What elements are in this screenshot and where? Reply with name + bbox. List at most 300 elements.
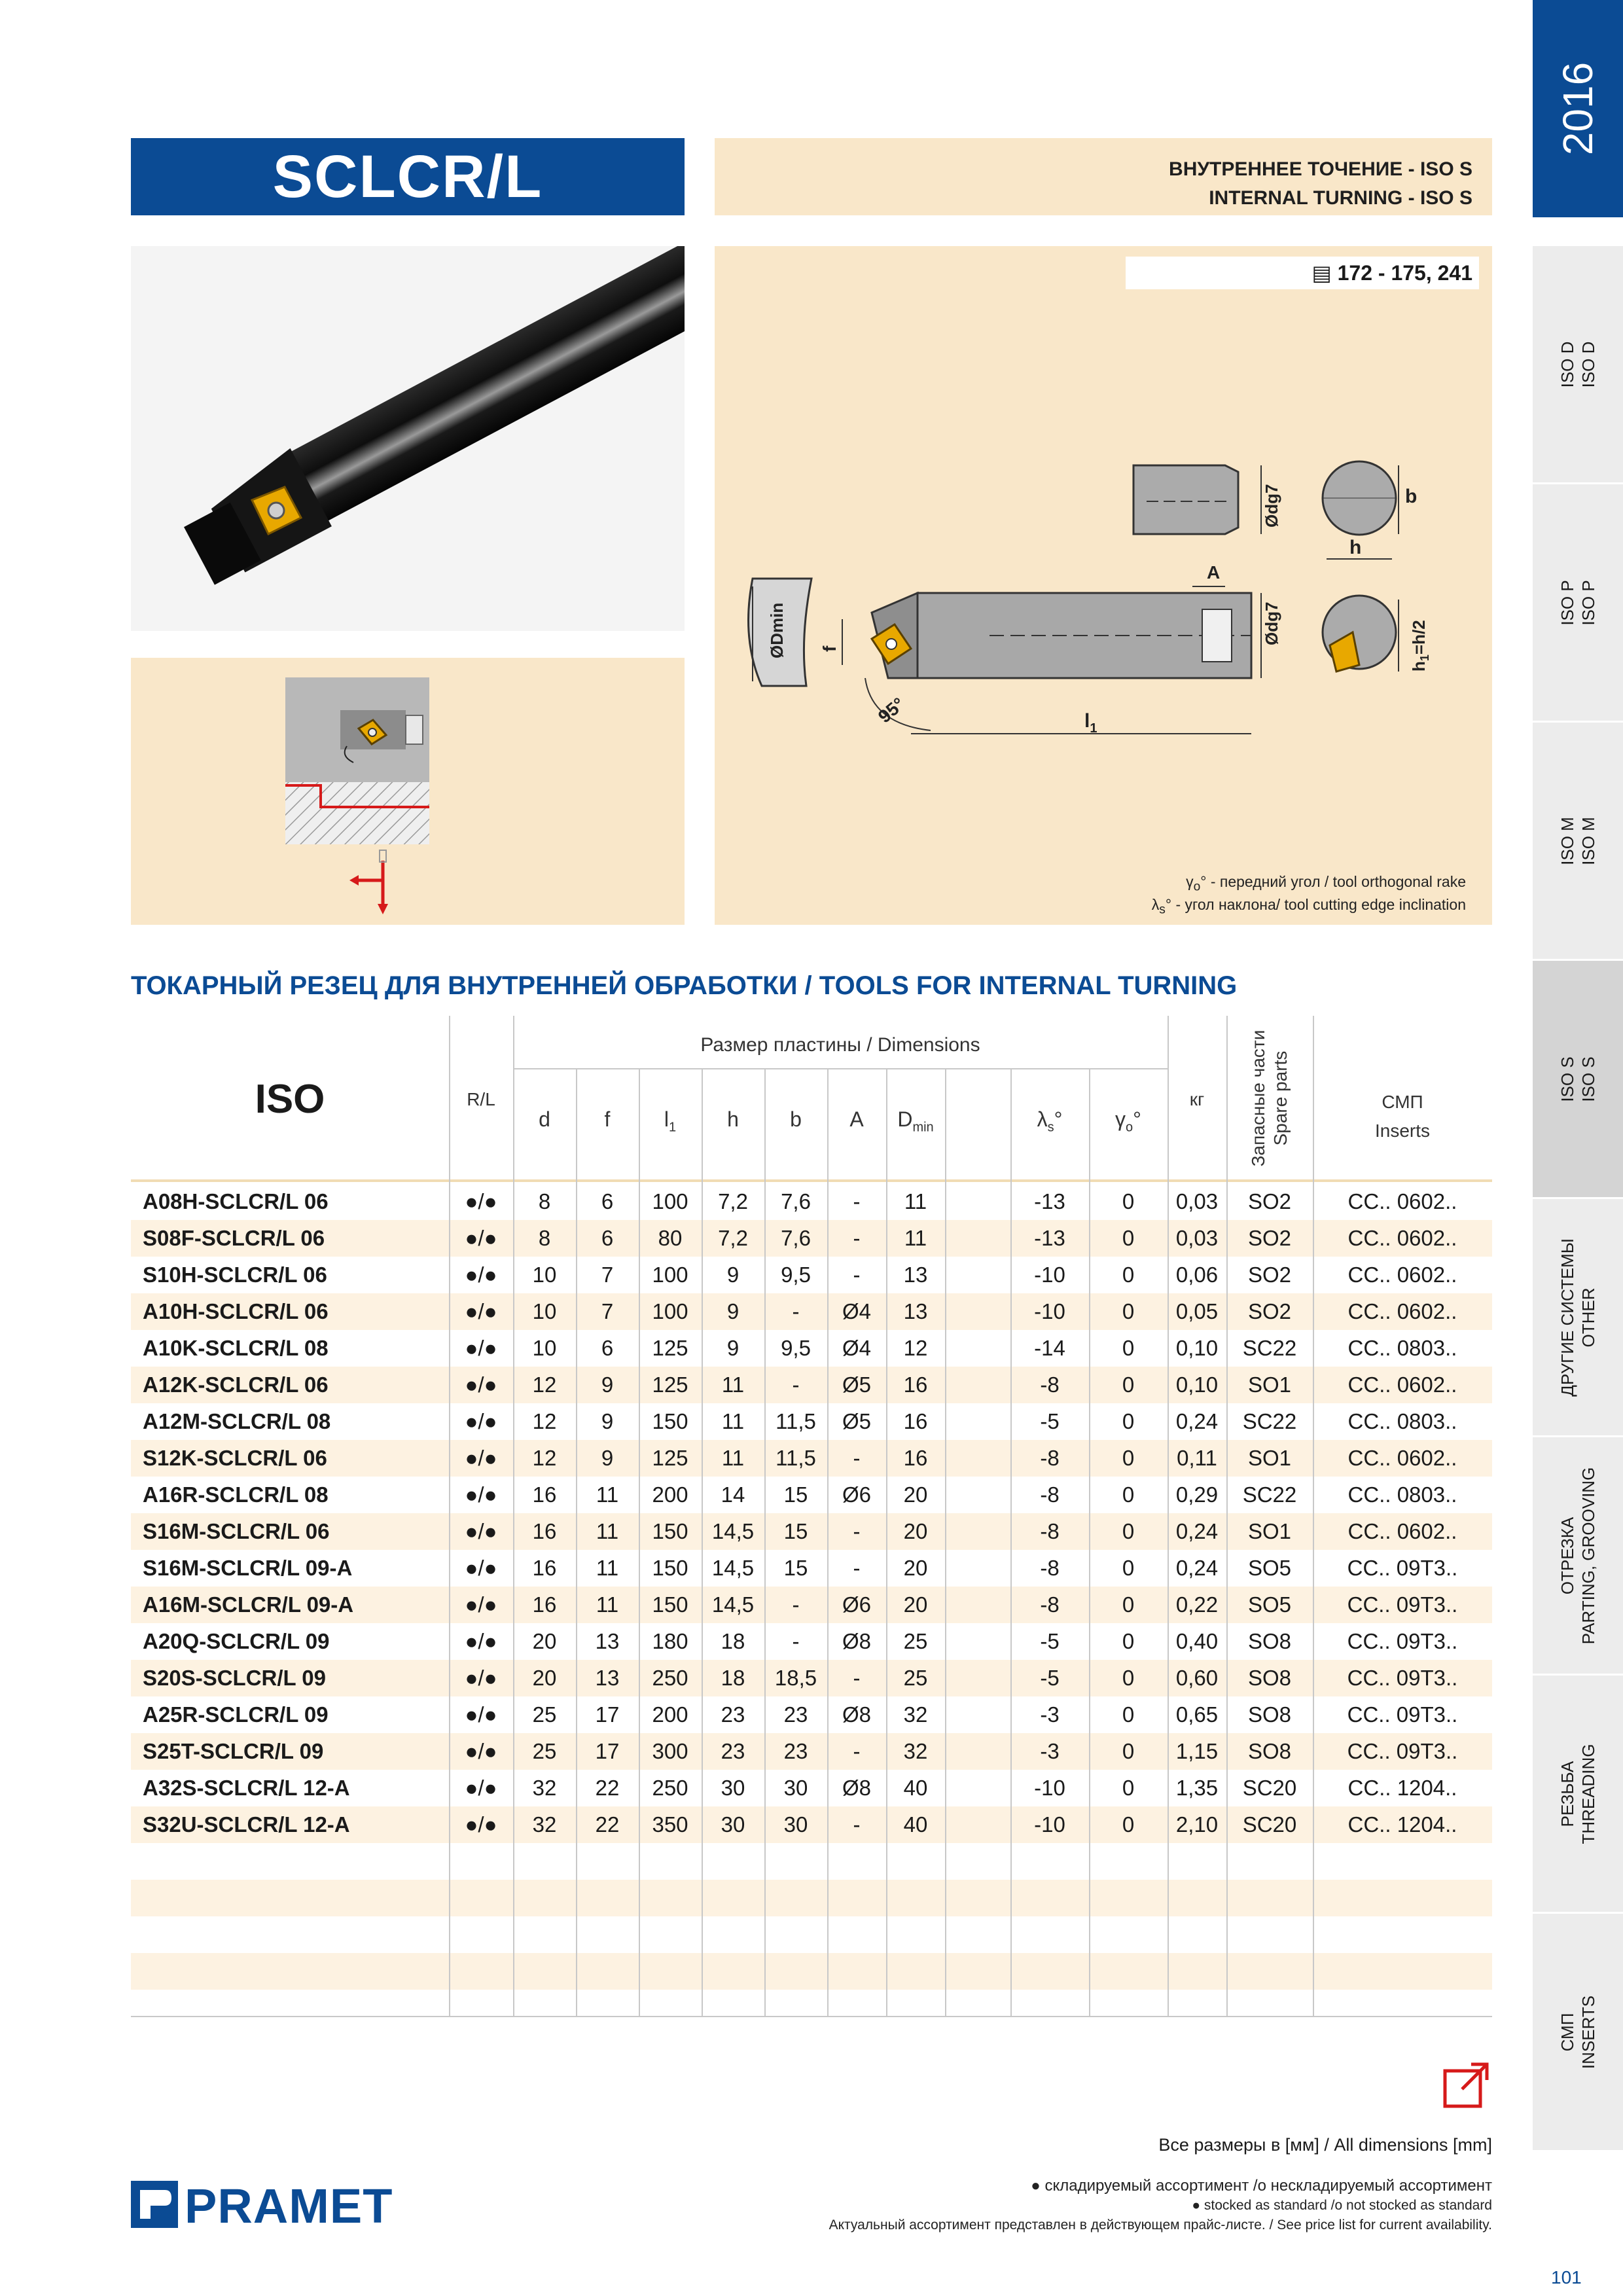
cell-iso: S32U-SCLCR/L 12-A: [143, 1812, 350, 1837]
cell-inserts: CC.. 09T3..: [1347, 1592, 1458, 1617]
svg-text:Ødg7: Ødg7: [1262, 601, 1281, 645]
cell-iso: S12K-SCLCR/L 06: [143, 1446, 327, 1470]
category-subtitle: [715, 138, 1492, 215]
cell-spare: SO2: [1247, 1189, 1292, 1213]
cell-spare: SO2: [1247, 1299, 1292, 1323]
cell-rl: ●/●: [465, 1299, 497, 1323]
cell-rl: ●/●: [465, 1336, 497, 1360]
cell-dmin: 40: [903, 1776, 928, 1800]
cell-dmin: 20: [903, 1482, 928, 1507]
cell-iso: S20S-SCLCR/L 09: [143, 1666, 326, 1690]
cell-dmin: 16: [903, 1446, 928, 1470]
cell-f: 6: [601, 1189, 614, 1213]
cell-inserts: CC.. 0602..: [1347, 1263, 1457, 1287]
cell-rl: ●/●: [465, 1812, 497, 1837]
col-spare-parts: Запасные части Spare parts: [1248, 1030, 1291, 1167]
cell-l1: 80: [658, 1226, 683, 1250]
cell-iso: S16M-SCLCR/L 06: [143, 1519, 330, 1543]
cell-l1: 125: [652, 1372, 688, 1397]
cell-l1: 350: [652, 1812, 688, 1837]
cell-A: -: [853, 1446, 861, 1470]
dmin-label: ØDmin: [767, 602, 787, 658]
col-iso: ISO: [255, 1077, 325, 1122]
table-row: [131, 1990, 1492, 2026]
cell-kg: 0,05: [1175, 1299, 1219, 1323]
table-row: [131, 1953, 1492, 1990]
feed-direction-icon: [349, 850, 388, 914]
cell-inserts: CC.. 09T3..: [1347, 1556, 1458, 1580]
table-row: [131, 1696, 1492, 1733]
cell-go: 0: [1122, 1812, 1135, 1837]
cell-f: 6: [601, 1336, 614, 1360]
cell-rl: ●/●: [465, 1556, 497, 1580]
cell-go: 0: [1122, 1226, 1135, 1250]
cell-kg: 0,29: [1175, 1482, 1219, 1507]
cell-d: 25: [532, 1739, 557, 1763]
cell-ls: -13: [1034, 1226, 1065, 1250]
table-row: [131, 1513, 1492, 1550]
cell-ls: -8: [1040, 1446, 1060, 1470]
cell-kg: 0,60: [1175, 1666, 1219, 1690]
cell-A: Ø4: [842, 1336, 872, 1360]
cell-go: 0: [1122, 1482, 1135, 1507]
cell-spare: SC22: [1242, 1482, 1297, 1507]
cell-spare: SC22: [1242, 1409, 1297, 1433]
table-row: [131, 1293, 1492, 1330]
cell-kg: 0,03: [1175, 1226, 1219, 1250]
col-dmin: $D_{min}$: [897, 1107, 934, 1135]
cell-spare: SO1: [1247, 1446, 1292, 1470]
cell-f: 11: [596, 1592, 619, 1617]
cell-kg: 0,24: [1175, 1556, 1219, 1580]
svg-text:h: h: [1349, 537, 1362, 558]
cell-h: 30: [721, 1812, 745, 1837]
cell-dmin: 32: [903, 1702, 928, 1727]
stock-note-en: ● stocked as standard /o not stocked as standard: [1192, 2198, 1492, 2213]
cell-A: -: [853, 1556, 861, 1580]
cell-f: 13: [595, 1629, 620, 1653]
cell-f: 7: [601, 1299, 614, 1323]
cell-A: Ø5: [842, 1409, 872, 1433]
svg-text:b: b: [1405, 486, 1418, 507]
cell-l1: 100: [652, 1189, 688, 1213]
cell-rl: ●/●: [465, 1739, 497, 1763]
cell-A: Ø6: [842, 1482, 872, 1507]
table-header: [131, 1016, 1492, 1181]
svg-text:Ødg7: Ødg7: [1262, 484, 1281, 528]
cell-ls: -8: [1040, 1592, 1060, 1617]
cell-b: -: [792, 1299, 800, 1323]
cell-d: 16: [532, 1556, 557, 1580]
cell-h: 14,5: [711, 1592, 755, 1617]
cell-A: -: [853, 1812, 861, 1837]
cell-iso: A10H-SCLCR/L 06: [143, 1299, 329, 1323]
cell-h: 14: [721, 1482, 745, 1507]
col-d: d: [539, 1107, 550, 1131]
cell-A: -: [853, 1519, 861, 1543]
cell-f: 11: [596, 1482, 619, 1507]
cell-rl: ●/●: [465, 1226, 497, 1250]
cell-kg: 0,22: [1175, 1592, 1219, 1617]
cell-kg: 1,15: [1175, 1739, 1219, 1763]
legend-gamma: $\gamma_o^\circ$ - передний угол / tool orthogonal rake: [1186, 873, 1466, 894]
cell-b: -: [792, 1372, 800, 1397]
cell-l1: 150: [652, 1409, 688, 1433]
cell-dmin: 12: [903, 1336, 928, 1360]
cell-b: 11,5: [776, 1446, 816, 1470]
col-f: f: [604, 1107, 611, 1131]
cell-f: 22: [595, 1812, 620, 1837]
cell-ls: -14: [1034, 1336, 1065, 1360]
table-row: [131, 1220, 1492, 1257]
tools-table: [131, 1016, 1492, 2024]
table-row: [131, 1550, 1492, 1587]
table-row: [131, 1916, 1492, 1953]
cell-b: 30: [783, 1776, 808, 1800]
table-row: [131, 1587, 1492, 1623]
tab-iso-m[interactable]: ISO M ISO M: [1533, 723, 1623, 961]
cell-go: 0: [1122, 1592, 1135, 1617]
cell-dmin: 16: [903, 1409, 928, 1433]
pramet-logo: [131, 2174, 399, 2233]
cell-inserts: CC.. 09T3..: [1347, 1629, 1458, 1653]
cell-d: 16: [532, 1519, 557, 1543]
cell-go: 0: [1122, 1409, 1135, 1433]
cell-inserts: CC.. 09T3..: [1347, 1666, 1458, 1690]
cell-rl: ●/●: [465, 1372, 497, 1397]
cell-d: 16: [532, 1482, 557, 1507]
cell-d: 10: [532, 1336, 557, 1360]
price-note: Актуальный ассортимент представлен в действующем прайс-листе. / See price list for current availability.: [829, 2217, 1492, 2233]
table-row: [131, 1880, 1492, 1916]
cell-h: 18: [721, 1666, 745, 1690]
table-row: [131, 1660, 1492, 1696]
cell-A: -: [853, 1226, 861, 1250]
cell-b: 9,5: [781, 1336, 811, 1360]
page-number: 101: [1551, 2267, 1582, 2287]
cell-b: 23: [783, 1739, 808, 1763]
cell-inserts: CC.. 0803..: [1347, 1336, 1457, 1360]
cell-l1: 200: [652, 1482, 688, 1507]
cell-spare: SO1: [1247, 1519, 1292, 1543]
cell-kg: 0,03: [1175, 1189, 1219, 1213]
cell-l1: 125: [652, 1336, 688, 1360]
cell-A: Ø8: [842, 1629, 872, 1653]
cell-go: 0: [1122, 1263, 1135, 1287]
cell-A: Ø6: [842, 1592, 872, 1617]
table-row: [131, 1183, 1492, 1220]
cell-inserts: CC.. 09T3..: [1347, 1739, 1458, 1763]
cell-l1: 100: [652, 1263, 688, 1287]
cell-rl: ●/●: [465, 1446, 497, 1470]
cell-dmin: 11: [904, 1226, 927, 1250]
cell-go: 0: [1122, 1336, 1135, 1360]
cell-A: Ø4: [842, 1299, 872, 1323]
table-row: [131, 1770, 1492, 1806]
cell-l1: 250: [652, 1776, 688, 1800]
cell-h: 23: [721, 1702, 745, 1727]
cell-dmin: 40: [903, 1812, 928, 1837]
cell-iso: S10H-SCLCR/L 06: [143, 1263, 327, 1287]
cell-b: 7,6: [781, 1189, 811, 1213]
cell-l1: 300: [652, 1739, 688, 1763]
cell-inserts: CC.. 09T3..: [1347, 1702, 1458, 1727]
cell-f: 13: [595, 1666, 620, 1690]
cell-d: 8: [538, 1189, 551, 1213]
tab-iso-d[interactable]: ISO D ISO D: [1533, 246, 1623, 484]
cell-d: 12: [532, 1446, 557, 1470]
cell-iso: A16M-SCLCR/L 09-A: [143, 1592, 354, 1617]
cell-f: 9: [601, 1409, 614, 1433]
cell-ls: -8: [1040, 1372, 1060, 1397]
cell-l1: 200: [652, 1702, 688, 1727]
cell-l1: 150: [652, 1556, 688, 1580]
cell-inserts: CC.. 0602..: [1347, 1372, 1457, 1397]
dimensions-note: Все размеры в [мм] / All dimensions [mm]: [1158, 2135, 1492, 2155]
cell-spare: SC20: [1242, 1776, 1297, 1800]
cell-iso: A32S-SCLCR/L 12-A: [143, 1776, 350, 1800]
col-h: h: [727, 1107, 739, 1131]
cell-b: 9,5: [781, 1263, 811, 1287]
cell-l1: 100: [652, 1299, 688, 1323]
cell-A: Ø8: [842, 1776, 872, 1800]
cell-f: 17: [595, 1702, 620, 1727]
cell-ls: -5: [1040, 1629, 1060, 1653]
cell-iso: S16M-SCLCR/L 09-A: [143, 1556, 353, 1580]
cell-A: Ø8: [842, 1702, 872, 1727]
cell-l1: 125: [652, 1446, 688, 1470]
cell-dmin: 20: [903, 1556, 928, 1580]
cell-inserts: CC.. 0602..: [1347, 1226, 1457, 1250]
cell-h: 11: [721, 1372, 745, 1397]
cell-b: 15: [783, 1482, 808, 1507]
cell-ls: -13: [1034, 1189, 1065, 1213]
cell-dmin: 20: [903, 1519, 928, 1543]
cell-kg: 0,40: [1175, 1629, 1219, 1653]
document-icon: ▤: [1311, 261, 1332, 285]
cell-dmin: 11: [904, 1189, 927, 1213]
section-tabs: [1533, 0, 1623, 2296]
cell-kg: 0,10: [1175, 1372, 1219, 1397]
cell-ls: -3: [1040, 1702, 1060, 1727]
table-row: [131, 1477, 1492, 1513]
cell-rl: ●/●: [465, 1666, 497, 1690]
cell-inserts: CC.. 1204..: [1347, 1776, 1457, 1800]
svg-text:A: A: [1207, 562, 1221, 583]
cell-h: 23: [721, 1739, 745, 1763]
cell-f: 11: [596, 1519, 619, 1543]
cell-A: -: [853, 1189, 861, 1213]
cell-l1: 180: [652, 1629, 688, 1653]
cell-inserts: CC.. 1204..: [1347, 1812, 1457, 1837]
technical-drawing: [715, 246, 1492, 925]
cell-A: -: [853, 1666, 861, 1690]
cell-kg: 1,35: [1175, 1776, 1219, 1800]
cell-inserts: CC.. 0602..: [1347, 1446, 1457, 1470]
cell-go: 0: [1122, 1776, 1135, 1800]
cell-go: 0: [1122, 1299, 1135, 1323]
product-title: SCLCR/L: [131, 138, 685, 215]
cell-f: 22: [595, 1776, 620, 1800]
table-row: [131, 1257, 1492, 1293]
table-row: [131, 1623, 1492, 1660]
col-a: A: [849, 1107, 864, 1131]
cell-ls: -5: [1040, 1409, 1060, 1433]
col-gamma: $\gamma_o^\circ$: [1115, 1107, 1141, 1135]
cell-ls: -8: [1040, 1482, 1060, 1507]
cell-rl: ●/●: [465, 1189, 497, 1213]
tab-inserts[interactable]: СМП INSERTS: [1533, 1914, 1623, 2152]
cell-b: 18,5: [774, 1666, 817, 1690]
svg-text:l1: $l_1$: [1084, 710, 1097, 736]
cell-rl: ●/●: [465, 1409, 497, 1433]
cell-f: 9: [601, 1446, 614, 1470]
svg-text:h1=h/2: $h_1=h/2$: [1409, 620, 1431, 672]
cell-spare: SO2: [1247, 1263, 1292, 1287]
cell-rl: ●/●: [465, 1482, 497, 1507]
table-row: [131, 1843, 1492, 1880]
cell-go: 0: [1122, 1666, 1135, 1690]
table-row: [131, 1733, 1492, 1770]
table-row: [131, 1330, 1492, 1367]
cell-ls: -3: [1040, 1739, 1060, 1763]
cell-iso: A08H-SCLCR/L 06: [143, 1189, 329, 1213]
cell-rl: ●/●: [465, 1629, 497, 1653]
dims-group-header: Размер пластины / Dimensions: [700, 1034, 980, 1056]
cell-kg: 0,65: [1175, 1702, 1219, 1727]
cell-inserts: CC.. 0803..: [1347, 1409, 1457, 1433]
cell-kg: 0,06: [1175, 1263, 1219, 1287]
cell-h: 11: [721, 1446, 745, 1470]
cell-kg: 0,24: [1175, 1519, 1219, 1543]
cell-kg: 0,10: [1175, 1336, 1219, 1360]
tab-other[interactable]: ДРУГИЕ СИСТЕМЫ OTHER: [1533, 1199, 1623, 1437]
table-row: [131, 1367, 1492, 1403]
cell-spare: SO8: [1247, 1739, 1292, 1763]
cell-h: 9: [726, 1299, 740, 1323]
cell-h: 9: [726, 1263, 740, 1287]
cell-inserts: CC.. 0803..: [1347, 1482, 1457, 1507]
cell-b: 23: [783, 1702, 808, 1727]
cell-b: -: [792, 1629, 800, 1653]
cell-d: 10: [532, 1299, 557, 1323]
cell-iso: A20Q-SCLCR/L 09: [143, 1629, 330, 1653]
cell-iso: A10K-SCLCR/L 08: [143, 1336, 329, 1360]
cell-go: 0: [1122, 1702, 1135, 1727]
cell-f: 7: [601, 1263, 614, 1287]
cell-h: 18: [721, 1629, 745, 1653]
svg-text:f: f: [819, 645, 840, 652]
cell-l1: 250: [652, 1666, 688, 1690]
cell-dmin: 20: [903, 1592, 928, 1617]
cell-spare: SO5: [1247, 1592, 1292, 1617]
cell-spare: SC22: [1242, 1336, 1297, 1360]
cell-f: 9: [601, 1372, 614, 1397]
cell-h: 11: [721, 1409, 745, 1433]
table-row: [131, 1440, 1492, 1477]
external-link-icon[interactable]: [1442, 2059, 1492, 2112]
cell-h: 30: [721, 1776, 745, 1800]
cell-dmin: 32: [903, 1739, 928, 1763]
cell-d: 25: [532, 1702, 557, 1727]
cell-go: 0: [1122, 1189, 1135, 1213]
cell-ls: -8: [1040, 1519, 1060, 1543]
cell-rl: ●/●: [465, 1519, 497, 1543]
cell-iso: S08F-SCLCR/L 06: [143, 1226, 325, 1250]
cell-go: 0: [1122, 1372, 1135, 1397]
cell-rl: ●/●: [465, 1702, 497, 1727]
subtitle-en: INTERNAL TURNING - ISO S: [1209, 187, 1472, 209]
cell-d: 32: [532, 1776, 557, 1800]
cell-ls: -10: [1034, 1812, 1065, 1837]
tab-iso-p[interactable]: ISO P ISO P: [1533, 484, 1623, 723]
page-reference[interactable]: ▤ 172 - 175, 241: [1126, 257, 1479, 289]
cell-go: 0: [1122, 1556, 1135, 1580]
cell-iso: A12M-SCLCR/L 08: [143, 1409, 331, 1433]
cell-b: 30: [783, 1812, 808, 1837]
table-row: [131, 1403, 1492, 1440]
cell-ls: -10: [1034, 1776, 1065, 1800]
cell-inserts: CC.. 0602..: [1347, 1519, 1457, 1543]
col-rl: R/L: [467, 1089, 495, 1109]
cell-d: 8: [538, 1226, 551, 1250]
tab-iso-s[interactable]: ISO S ISO S: [1533, 961, 1623, 1199]
cell-spare: SO5: [1247, 1556, 1292, 1580]
cell-rl: ●/●: [465, 1263, 497, 1287]
cell-dmin: 25: [903, 1666, 928, 1690]
cell-d: 16: [532, 1592, 557, 1617]
cell-d: 10: [532, 1263, 557, 1287]
cell-ls: -5: [1040, 1666, 1060, 1690]
cell-inserts: CC.. 0602..: [1347, 1299, 1457, 1323]
stock-note-ru: ● складируемый ассортимент /о нескладируемый ассортимент: [1031, 2177, 1492, 2195]
cell-b: 15: [783, 1556, 808, 1580]
cell-spare: SC20: [1242, 1812, 1297, 1837]
tab-threading[interactable]: РЕЗЬБА THREADING: [1533, 1676, 1623, 1914]
cell-rl: ●/●: [465, 1776, 497, 1800]
cell-b: -: [792, 1592, 800, 1617]
cell-kg: 2,10: [1175, 1812, 1219, 1837]
cell-go: 0: [1122, 1739, 1135, 1763]
col-inserts: СМП Inserts: [1374, 1092, 1431, 1141]
cell-go: 0: [1122, 1629, 1135, 1653]
cell-ls: -8: [1040, 1556, 1060, 1580]
cell-iso: A16R-SCLCR/L 08: [143, 1482, 329, 1507]
cell-h: 7,2: [718, 1226, 748, 1250]
cell-kg: 0,24: [1175, 1409, 1219, 1433]
tab-parting-grooving[interactable]: ОТРЕЗКА PARTING, GROOVING: [1533, 1437, 1623, 1676]
year-tab: 2016: [1533, 0, 1623, 217]
cell-iso: S25T-SCLCR/L 09: [143, 1739, 324, 1763]
cell-go: 0: [1122, 1519, 1135, 1543]
cell-dmin: 13: [903, 1263, 928, 1287]
cell-inserts: CC.. 0602..: [1347, 1189, 1457, 1213]
cell-A: Ø5: [842, 1372, 872, 1397]
cell-d: 20: [532, 1666, 557, 1690]
table-row: [131, 1806, 1492, 1843]
cell-A: -: [853, 1739, 861, 1763]
cell-spare: SO1: [1247, 1372, 1292, 1397]
cell-h: 14,5: [711, 1556, 755, 1580]
cell-d: 32: [532, 1812, 557, 1837]
cell-b: 15: [783, 1519, 808, 1543]
cell-kg: 0,11: [1177, 1446, 1217, 1470]
cell-h: 14,5: [711, 1519, 755, 1543]
cell-spare: SO8: [1247, 1702, 1292, 1727]
cell-rl: ●/●: [465, 1592, 497, 1617]
subtitle-ru: ВНУТРЕННЕЕ ТОЧЕНИЕ - ISO S: [1169, 158, 1472, 180]
cell-iso: A12K-SCLCR/L 06: [143, 1372, 329, 1397]
